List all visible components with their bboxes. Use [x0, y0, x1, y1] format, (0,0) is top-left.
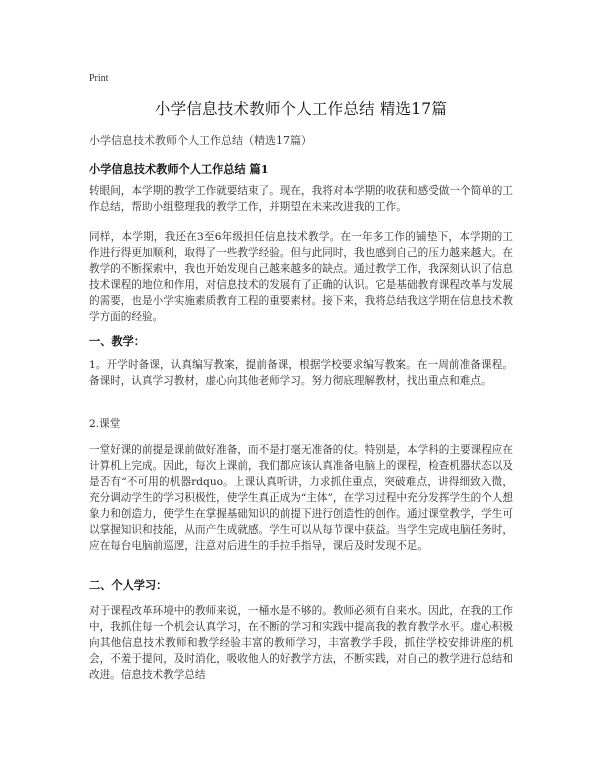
paragraph-personal-study: 对于课程改革环境中的教师来说，一桶水是不够的。教师必须有自来水。因此，在我的工作中，我抓住每一个机会认真学习，在不断的学习和实践中提高我的教育教学水平。虚心积极向其他信息技术教师和教学经验丰富的教师学习，丰富教学手段，抓住学校安排讲座的机会，不羞于提问，及时消化，吸收他人的好教学方法，不断实践，对自己的教学进行总结和改进。信息技术教学总结 [89, 605, 513, 681]
paragraph-classroom: 一堂好课的前提是课前做好准备，而不是打毫无准备的仗。特别是，本学科的主要课程应在计算机上完成。因此，每次上课前，我们都应该认真准备电脑上的课程，检查机器状态以及是否有“不可用的机器rdquo。上课认真听讲，力求抓住重点，突破难点，讲得细致入微，充分调动学生的学习积极性，使学生真正成为“主体”，在学习过程中充分发挥学生的个人想象力和创造力，使学生在掌握基础知识的前提下进行创造性的创作。通过课堂教学，学生可以掌握知识和技能，从而产生成就感。学生可以从每节课中获益。当学生完成电脑任务时，应在每台电脑前巡逻，注意对后进生的手拉手指导，课后及时发现不足。 [89, 444, 513, 552]
article-section-title: 小学信息技术教师个人工作总结 篇1 [89, 162, 269, 176]
heading-personal-study: 二、个人学习： [89, 578, 168, 592]
paragraph-lesson-prep: 1。开学时备课，认真编写教案，提前备课，根据学校要求编写教案。在一周前准备课程。备课时，认真学习教材，虚心向其他老师学习。努力彻底理解教材，找出重点和难点。 [89, 359, 513, 387]
heading-teaching: 一、教学： [89, 334, 145, 348]
article-subtitle: 小学信息技术教师个人工作总结（精选17篇） [89, 134, 312, 147]
paragraph-overview: 同样，本学期，我还在3至6年级担任信息技术教学。在一年多工作的铺垫下，本学期的工作进行得更加顺利，取得了一些教学经验。但与此同时，我也感到自己的压力越来越大。在教学的不断探索中，我也开始发现自己越来越多的缺点。通过教学工作，我深刻认识了信息技术课程的地位和作用，对信息技术的发展有了正确的认识。它是基础教育课程改革与发展的需要，也是小学实施素质教育工程的重要素材。接下来，我将总结我这学期在信息技术教学方面的经验。 [89, 231, 513, 323]
paragraph-classroom-label: 2.课堂 [89, 418, 121, 430]
page-title: 小学信息技术教师个人工作总结 精选17篇 [154, 100, 448, 118]
print-link[interactable]: Print [89, 73, 109, 84]
paragraph-intro: 转眼间，本学期的教学工作就要结束了。现在，我将对本学期的收获和感受做一个简单的工作总结，帮助小组整理我的教学工作，并期望在未来改进我的工作。 [89, 185, 513, 213]
